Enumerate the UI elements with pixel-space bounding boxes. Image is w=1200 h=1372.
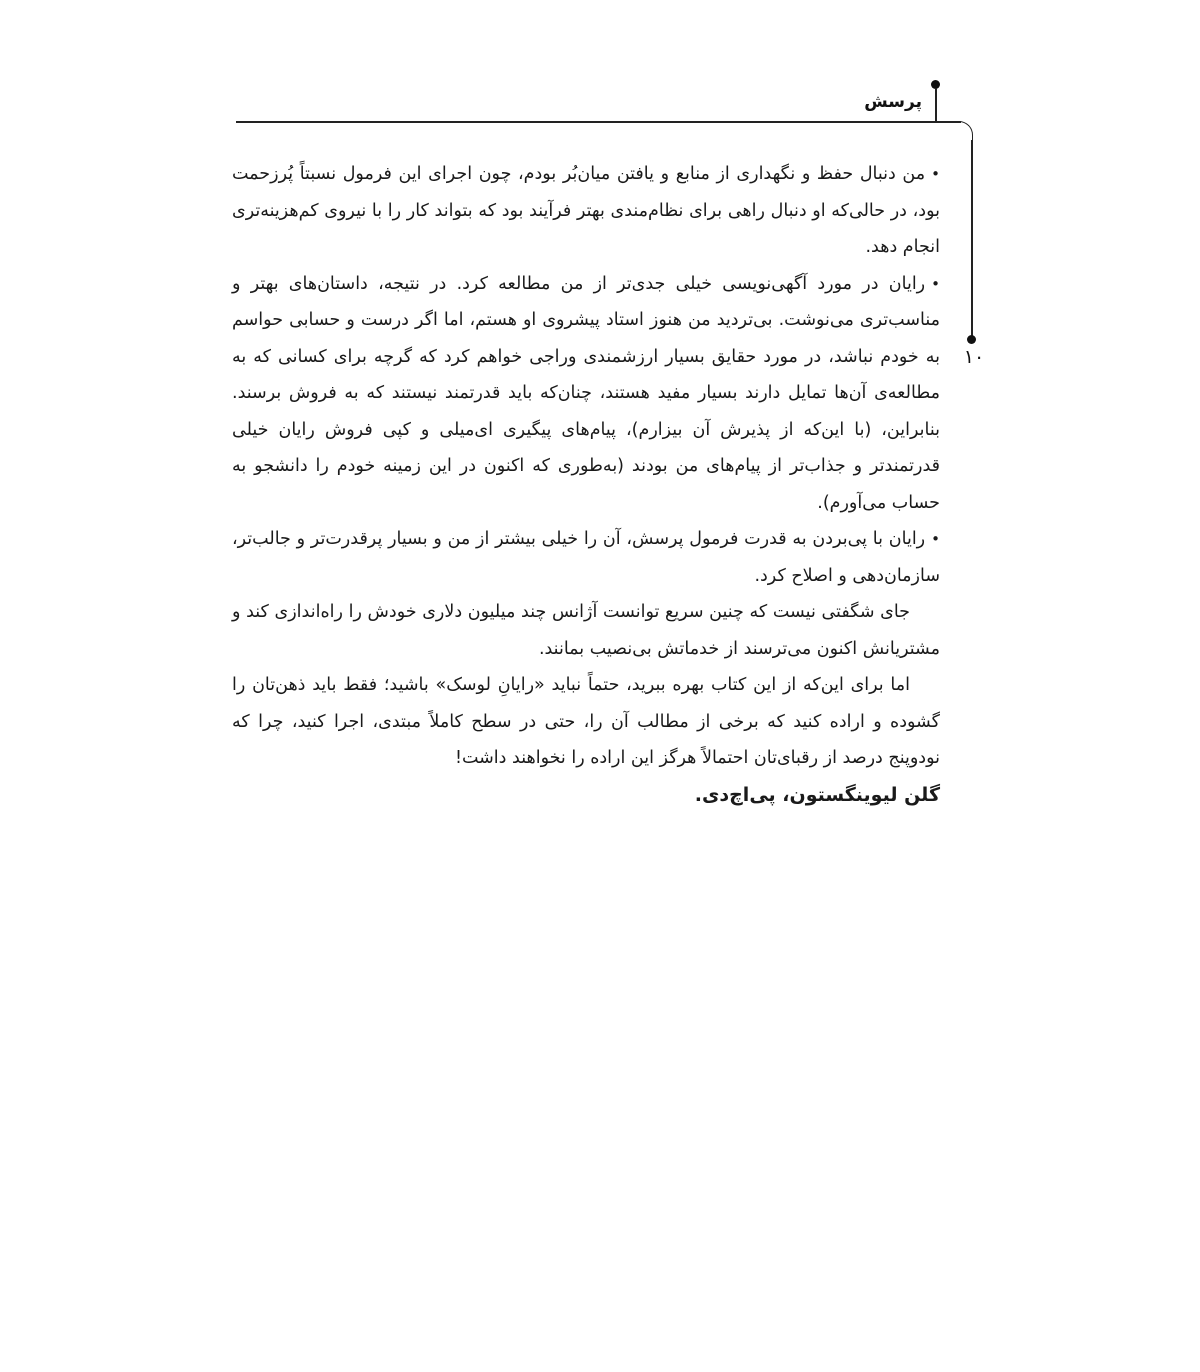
body-text [232, 156, 940, 813]
paragraph: جای شگفتی نیست که چنین سریع توانست آژانس چند میلیون دلاری خودش را راه‌اندازی کند و مشتریانش اکنون می‌ترسند از خدماتش بی‌نصیب بمانند. [232, 602, 940, 659]
paragraph-text: رایان در مورد آگهی‌نویسی خیلی جدی‌تر از من مطالعه کرد. در نتیجه، داستان‌های بهتر و مناسب‌تری می‌نوشت. بی‌تردید من هنوز استاد پیشروی او هستم، اما اگر درست و حسابی حواسم به خودم نباشد، در مورد حقایق بسیار ارزشمندی وراجی خواهم کرد که گرچه برای کسانی که به مطالعه‌ی آن‌ها تمایل دارند بسیار مفید هستند، چنان‌که باید قدرتمند نیستند که به فروش برسند. بنابراین، (با این‌که از پذیرش آن بیزارم)، پیام‌های پیگیری ای‌میلی و کپی فروش رایان خیلی قدرتمندتر و جذاب‌تر از پیام‌های من بودند (به‌طوری که اکنون در این زمینه خودم را دانشجو به حساب می‌آورم). [232, 273, 940, 513]
bullet-paragraph [232, 266, 940, 522]
author-signature: گلن لیوینگستون، پی‌اچ‌دی. [694, 783, 940, 806]
bullet-icon: • [931, 530, 940, 548]
margin-rule [971, 140, 973, 338]
paragraph: اما برای این‌که از این کتاب بهره ببرید، حتماً نباید «رایانِ لوسک» باشید؛ فقط باید ذهن‌تان را گشوده و اراده کنید که برخی از مطالب آن را، حتی در سطح کاملاً مبتدی، اجرا کنید، چرا که نودوپنج درصد از رقبای‌تان احتمالاً هرگز این اراده را نخواهند داشت! [232, 675, 940, 768]
margin-ornament-dot [967, 335, 976, 344]
page-number: ۱۰ [963, 346, 985, 368]
bullet-paragraph [232, 521, 940, 594]
bullet-paragraph [232, 156, 940, 266]
paragraph-text: من دنبال حفظ و نگهداری از منابع و یافتن میان‌بُر بودم، چون اجرای این فرمول نسبتاً پُرزحمت بود، در حالی‌که او دنبال راهی برای نظام‌مندی بهتر فرآیند بود که بتواند کار را با نیروی کم‌هزینه‌تری انجام دهد. [232, 164, 940, 257]
paragraph-text: رایان با پی‌بردن به قدرت فرمول پرسش، آن را خیلی بیشتر از من و بسیار پرقدرت‌تر و جالب‌تر، سازمان‌دهی و اصلاح کرد. [232, 529, 940, 586]
bullet-icon: • [931, 165, 940, 183]
running-header-title: پرسش [864, 92, 922, 112]
header-ornament-line [935, 88, 937, 122]
header-rule [236, 121, 961, 123]
bullet-icon: • [931, 274, 940, 293]
